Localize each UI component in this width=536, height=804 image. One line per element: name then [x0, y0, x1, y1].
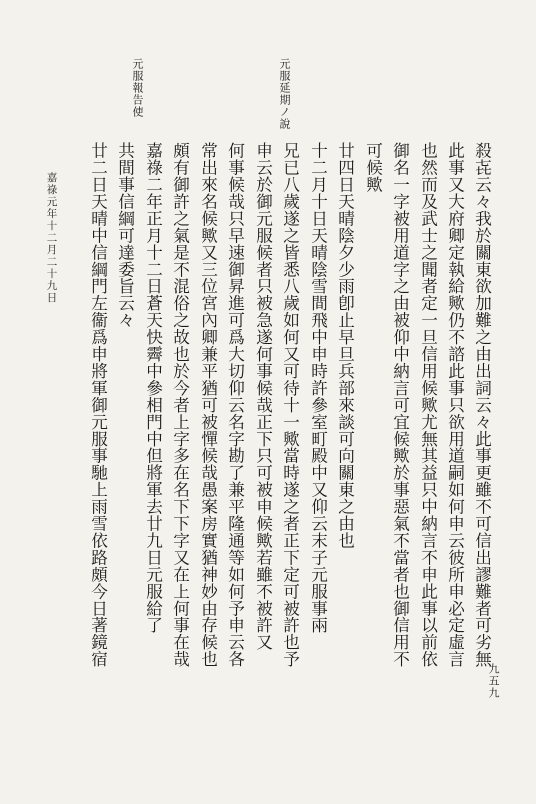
page-number: 九五九 — [487, 663, 500, 699]
text-column: 廿四日天晴陰夕少雨卽止早旦兵部來談可向關東之由也 — [335, 142, 355, 549]
footer-date: 嘉祿元年十二月二十九日 — [45, 172, 58, 304]
text-column: 可候歟 — [363, 142, 383, 193]
text-column: 常出來名候歟又三位宮內卿兼平猶可被憚候哉愚案房實猶神妙由存候也 — [198, 142, 218, 668]
margin-note-postponement: 元服延期ノ說 — [278, 58, 291, 130]
text-column: 廿二日天晴中信綱門左衞爲申將軍御元服事馳上雨雪依路頗今日著鏡宿 — [88, 142, 108, 668]
text-column: 頗有御許之氣是不混俗之故也於今者上字多在名下下字又在上何事在哉 — [170, 142, 190, 668]
text-column: 兄已八歲遂之皆悉八歲如何又可待十一歟當時遂之者正下定可被許也予 — [280, 142, 300, 668]
text-column: 嘉祿二年正月十二日蒼天快霽中參相門中但將軍去廿九日元服給了 — [143, 142, 163, 634]
text-column: 十二月十日天晴陰雪間飛中申時許參室町殿中又仰云末子元服事兩 — [308, 142, 328, 634]
text-column: 此事又大府卿定執給歟仍不諮此事只欲用道嗣如何申云彼所申必定虛言 — [445, 142, 465, 668]
margin-note-messenger: 元服報告使 — [131, 58, 144, 118]
text-column: 何事候哉只早速御昇進可爲大切仰云名字勘了兼平隆通等如何予申云各 — [225, 142, 245, 668]
text-column: 殺㐂云々我於關東欲加難之由出詞云々此事更雖不可信出謬難者可劣無 — [472, 142, 492, 668]
text-column: 申云於御元服候者只被急遂何事候哉正下只可被申候歟若雖不被許又 — [253, 142, 273, 651]
text-column: 共間事信綱可達委旨云々 — [115, 142, 135, 329]
text-column: 御名一字被用道字之由被仰中納言可宜候歟於事惡氣不當者也御信用不 — [390, 142, 410, 668]
text-column: 也然而及武士之聞者定一旦信用候歟尤無其益只中納言不申此事以前依 — [418, 142, 438, 668]
